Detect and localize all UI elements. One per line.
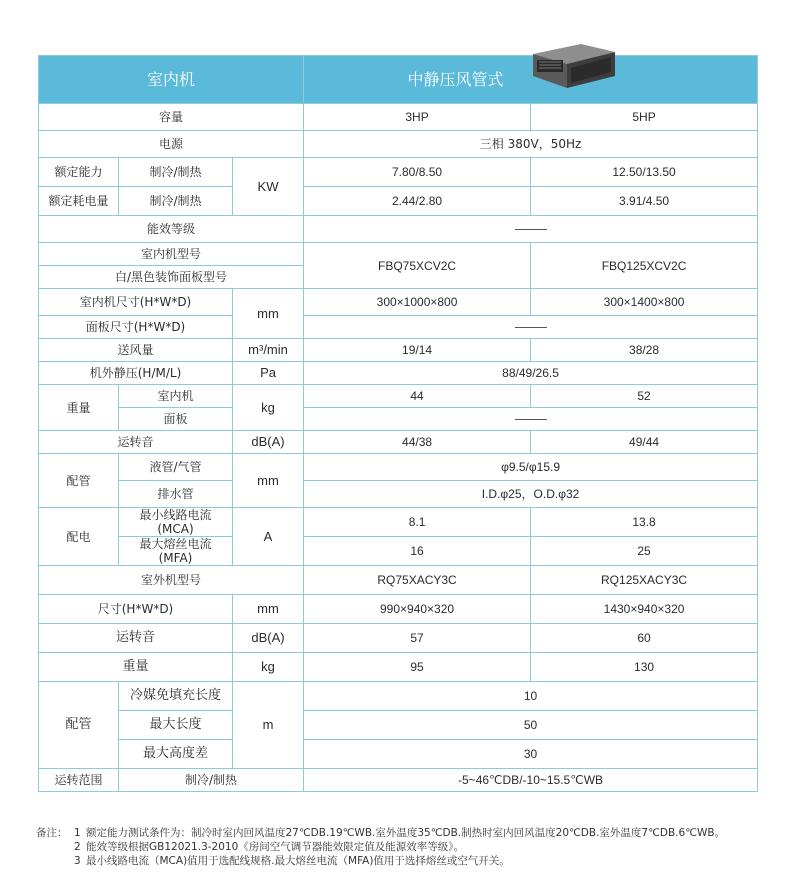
row-label: 容量 — [39, 104, 304, 131]
note-number: 3 — [74, 855, 81, 867]
row-sublabel: 液管/气管 — [119, 454, 233, 481]
table-row — [39, 595, 758, 624]
unit-cell: dB(A) — [233, 624, 304, 653]
unit-cell: mm — [233, 595, 304, 624]
cell-value: 38/28 — [531, 339, 758, 362]
note-number: 2 — [74, 841, 81, 853]
table-row — [39, 243, 758, 266]
cell-value: 50 — [304, 711, 758, 740]
cell-value: 44 — [304, 385, 531, 408]
cell-value: 12.50/13.50 — [531, 158, 758, 187]
row-label: 运转范围 — [39, 769, 119, 792]
unit-cell: Pa — [233, 362, 304, 385]
cell-value: I.D.φ25，O.D.φ32 — [304, 481, 758, 508]
table-row — [39, 624, 758, 653]
cell-value: φ9.5/φ15.9 — [304, 454, 758, 481]
row-sublabel: 最小线路电流(MCA) — [119, 508, 233, 537]
table-row — [39, 537, 758, 566]
row-label: 额定耗电量 — [39, 187, 119, 216]
row-label: 机外静压(H/M/L) — [39, 362, 233, 385]
cell-value: 13.8 — [531, 508, 758, 537]
row-label: 运转音 — [39, 431, 233, 454]
cell-value: 300×1400×800 — [531, 289, 758, 316]
cell-dash — [304, 216, 758, 243]
table-row — [39, 740, 758, 769]
unit-cell: A — [233, 508, 304, 566]
table-row — [39, 339, 758, 362]
table-row — [39, 362, 758, 385]
table-row — [39, 566, 758, 595]
note-row — [36, 826, 776, 840]
cell-value: 7.80/8.50 — [304, 158, 531, 187]
row-label: 配电 — [39, 508, 119, 566]
row-label: 面板尺寸(H*W*D) — [39, 316, 233, 339]
row-sublabel: 最大长度 — [119, 711, 233, 740]
cell-value: 49/44 — [531, 431, 758, 454]
unit-cell: m — [233, 682, 304, 769]
table-row — [39, 104, 758, 131]
row-sublabel: 室内机 — [119, 385, 233, 408]
note-text: 额定能力测试条件为：制冷时室内回风温度27℃DB.19℃WB.室外温度35℃DB.制热时室内回风温度20℃DB.室外温度7℃DB.6℃WB。 — [86, 827, 726, 839]
cell-value: -5~46℃DB/-10~15.5℃WB — [304, 769, 758, 792]
header-title: 中静压风管式 — [407, 69, 504, 89]
row-sublabel: 排水管 — [119, 481, 233, 508]
row-label: 配管 — [39, 454, 119, 508]
cell-value: RQ75XACY3C — [304, 566, 531, 595]
cell-value: 2.44/2.80 — [304, 187, 531, 216]
table-row — [39, 508, 758, 537]
notes-lead: 备注： — [36, 827, 68, 839]
spec-table — [38, 55, 758, 792]
cell-value: 1430×940×320 — [531, 595, 758, 624]
cell-value: 52 — [531, 385, 758, 408]
row-label: 送风量 — [39, 339, 233, 362]
cell-value: 10 — [304, 682, 758, 711]
dash-mark — [515, 419, 547, 420]
row-sublabel: 最大高度差 — [119, 740, 233, 769]
row-label: 能效等级 — [39, 216, 304, 243]
table-row — [39, 216, 758, 243]
table-row — [39, 385, 758, 408]
table-row — [39, 653, 758, 682]
row-sublabel: 制冷/制热 — [119, 158, 233, 187]
unit-cell: KW — [233, 158, 304, 216]
row-label: 尺寸(H*W*D) — [39, 595, 233, 624]
cell-value: 95 — [304, 653, 531, 682]
row-label: 配管 — [39, 682, 119, 769]
note-text: 能效等级根据GB12021.3-2010《房间空气调节器能效限定值及能源效率等级》。 — [86, 841, 465, 853]
unit-cell: m³/min — [233, 339, 304, 362]
duct-unit-image — [527, 42, 619, 92]
row-label: 室内机尺寸(H*W*D) — [39, 289, 233, 316]
cell-value: 130 — [531, 653, 758, 682]
table-row — [39, 316, 758, 339]
cell-value: 25 — [531, 537, 758, 566]
unit-cell: mm — [233, 454, 304, 508]
cell-value: 990×940×320 — [304, 595, 531, 624]
note-row — [36, 840, 776, 854]
header-indoor-label: 室内机 — [39, 56, 304, 104]
row-label: 电源 — [39, 131, 304, 158]
notes-section — [36, 826, 776, 868]
row-label: 室内机型号 — [39, 243, 304, 266]
cell-value: 三相 380V，50Hz — [304, 131, 758, 158]
row-sublabel: 冷媒免填充长度 — [119, 682, 233, 711]
cell-value: FBQ125XCV2C — [531, 243, 758, 289]
table-row — [39, 187, 758, 216]
row-sublabel: 面板 — [119, 408, 233, 431]
cell-value: 16 — [304, 537, 531, 566]
cell-value: 60 — [531, 624, 758, 653]
cell-value: 30 — [304, 740, 758, 769]
row-label: 室外机型号 — [39, 566, 304, 595]
cell-value: 19/14 — [304, 339, 531, 362]
cell-value: 8.1 — [304, 508, 531, 537]
header-row — [39, 56, 758, 104]
row-sublabel: 制冷/制热 — [119, 769, 304, 792]
cell-value: 88/49/26.5 — [304, 362, 758, 385]
note-text: 最小线路电流（MCA)值用于选配线规格.最大熔丝电流（MFA)值用于选择熔丝或空气开关。 — [86, 855, 510, 867]
cell-dash — [304, 408, 758, 431]
cell-value: 57 — [304, 624, 531, 653]
cell-dash — [304, 316, 758, 339]
dash-mark — [515, 229, 547, 230]
note-number: 1 — [74, 827, 81, 839]
row-label: 白/黑色装饰面板型号 — [39, 266, 304, 289]
row-sublabel: 制冷/制热 — [119, 187, 233, 216]
cell-value: 5HP — [531, 104, 758, 131]
table-row — [39, 431, 758, 454]
table-row — [39, 289, 758, 316]
unit-cell: dB(A) — [233, 431, 304, 454]
table-row — [39, 769, 758, 792]
cell-value: RQ125XACY3C — [531, 566, 758, 595]
unit-cell: kg — [233, 653, 304, 682]
row-label: 额定能力 — [39, 158, 119, 187]
row-label: 重量 — [39, 385, 119, 431]
row-label: 运转音 — [39, 624, 233, 653]
row-label: 重量 — [39, 653, 233, 682]
unit-cell: kg — [233, 385, 304, 431]
table-row — [39, 711, 758, 740]
note-row — [36, 854, 776, 868]
table-row — [39, 131, 758, 158]
table-row — [39, 682, 758, 711]
dash-mark — [515, 327, 547, 328]
cell-value: 300×1000×800 — [304, 289, 531, 316]
table-row — [39, 481, 758, 508]
cell-value: 3.91/4.50 — [531, 187, 758, 216]
table-row — [39, 454, 758, 481]
unit-cell: mm — [233, 289, 304, 339]
row-sublabel: 最大熔丝电流(MFA) — [119, 537, 233, 566]
table-row — [39, 158, 758, 187]
cell-value: 3HP — [304, 104, 531, 131]
cell-value: FBQ75XCV2C — [304, 243, 531, 289]
cell-value: 44/38 — [304, 431, 531, 454]
table-row — [39, 408, 758, 431]
